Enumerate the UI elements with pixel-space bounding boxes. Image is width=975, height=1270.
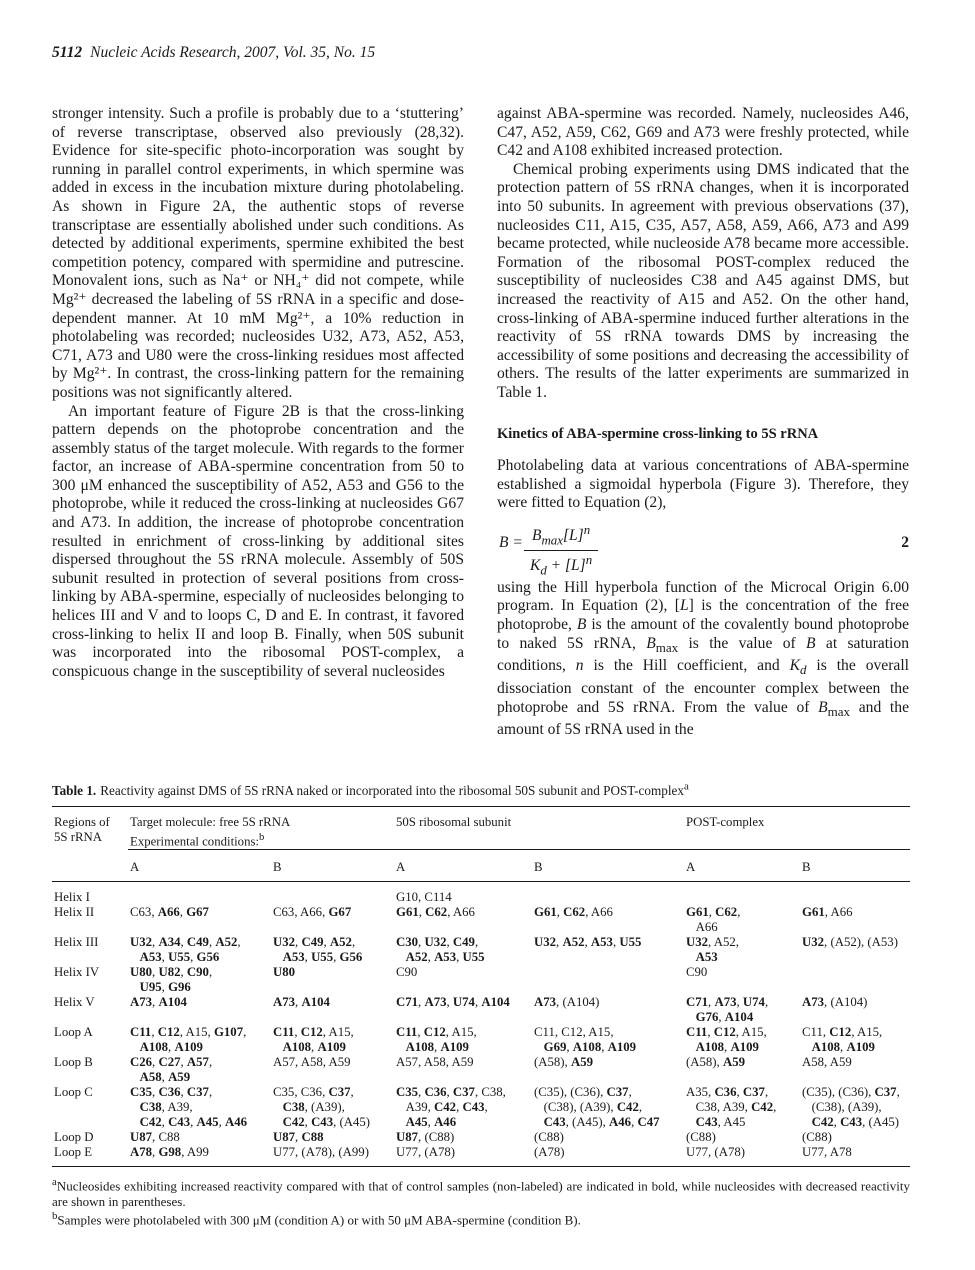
table-cell (532, 965, 684, 995)
header-target: Target molecule: free 5S rRNA Experimental conditions:$^b$ (128, 807, 394, 850)
table-cell: C11, C12, A15, A108, A109 (686, 1025, 767, 1055)
right-paragraph-1: against ABA-spermine was recorded. Namely, nucleosides A46, C47, A52, A59, C62, G69 and A73 were freshly protected, while C42 and A108 exhibited increased protection. (497, 105, 909, 160)
row-region: Loop C (54, 1085, 93, 1100)
table-cell: U80 (273, 965, 296, 980)
subheader-b: B (532, 850, 684, 882)
row-region: Helix V (54, 995, 95, 1010)
left-column (52, 105, 464, 681)
table-cell: (A58), A59 (534, 1055, 594, 1070)
subheader-b: B (800, 850, 910, 882)
table-cell: C71, A73, U74, A104 (396, 995, 510, 1010)
table-cell: C90 (686, 965, 708, 980)
table-cell: C90 (396, 965, 418, 980)
running-header (52, 44, 375, 62)
table-cell: C30, U32, C49, A52, A53, U55 (396, 935, 485, 965)
subheader-b: B (271, 850, 394, 882)
table-cell: C11, C12, A15, A108, A109 (802, 1025, 883, 1055)
hill-equation (497, 519, 909, 577)
table-cell: U80, U82, C90, U95, G96 (130, 965, 213, 995)
table-row (52, 905, 910, 935)
row-region: Helix I (54, 890, 90, 905)
table-cell: U32, C49, A52, A53, U55, G56 (273, 935, 363, 965)
table-cell: U32, (A52), (A53) (802, 935, 898, 950)
subheader-a: A (394, 850, 532, 882)
table-cell: U87, C88 (130, 1130, 180, 1145)
right-paragraph-2: Chemical probing experiments using DMS indicated that the protection pattern of 5S rRNA changes, when it is incorporated into 50 subunits. In agreement with previous observations (37), nucleosides C11, A15, C35, A57, A58, A59, A66, A73 and A99 became protected, while nucleoside A78 became more accessible. Formation of the ribosomal POST-complex reduced the susceptibility of nucleosides C38 and A45 against DMS, but increased the reactivity of A15 and A52. On the other hand, cross-linking of ABA-spermine induced further alterations in the reactivity of 5S rRNA towards DMS by increasing the accessibility of some positions and decreasing the accessibility of others. The results of the latter experiments are summarized in Table 1. (497, 160, 909, 401)
table-cell: U77, A78 (800, 1145, 910, 1167)
table-caption-text: Reactivity against DMS of 5S rRNA naked or incorporated into the ribosomal 50S subunit and POST-complex$^a$ (100, 781, 689, 799)
row-region: Helix III (54, 935, 99, 950)
row-region: Helix IV (54, 965, 100, 980)
table-cell: A73, A104 (130, 995, 187, 1010)
row-region: Loop B (54, 1055, 93, 1070)
footnote-b: $^b$Samples were photolabeled with 300 μM (condition A) or with 50 μM ABA-spermine (condition B). (52, 1210, 581, 1228)
table-cell: (C88) (686, 1130, 716, 1145)
table-cell: C26, C27, A57, A58, A59 (130, 1055, 213, 1085)
subheader-a: A (684, 850, 800, 882)
equation-lhs: B = (499, 533, 523, 551)
table-cell: C11, C12, A15, A108, A109 (396, 1025, 477, 1055)
header-50s: 50S ribosomal subunit (394, 807, 684, 850)
table-cell: C63, A66, G67 (273, 905, 352, 920)
left-paragraph-2: An important feature of Figure 2B is that the cross-linking pattern depends on the photoprobe concentration and the assembly status of the target molecule. With regards to the former factor, an increase of ABA-spermine concentration from 50 to 300 μM enhanced the susceptibility of A52, A53 and G56 to the photoprobe, while it reduced the cross-linking at nucleosides G67 and A73. In addition, the increase of photoprobe concentration resulted in enrichment of cross-linking by additional sites dispersed throughout the 5S rRNA molecule. Assembly of 50S subunit resulted in protection of several positions from cross-linking by ABA-spermine, especially of nucleosides belonging to helices III and V and to loops C, D and E. In contrast, it favored cross-linking to helix II and loop B. Finally, when 50S subunit was incorporated into the ribosomal POST-complex, a conspicuous change in the susceptibility of several nucleosides (52, 402, 464, 680)
table-cell: A73, (A104) (802, 995, 868, 1010)
table-cell: C71, A73, U74, G76, A104 (686, 995, 769, 1025)
subheader-a: A (128, 850, 271, 882)
table-footnotes (52, 1175, 910, 1228)
table-cell: U77, (A78), (A99) (271, 1145, 394, 1167)
equation-number: 2 (901, 533, 909, 551)
header-regions: Regions of 5S rRNA (52, 807, 128, 850)
table-cell: G61, A66 (802, 905, 853, 920)
table-cell: A73, A104 (273, 995, 330, 1010)
footnote-a: $^a$Nucleosides exhibiting increased reactivity compared with that of control samples (non-labeled) are indicated in bold, while nucleosides with decreased reactivity are shown in parentheses. (52, 1176, 910, 1209)
page-number: 5112 (52, 44, 83, 61)
row-region: Loop D (54, 1130, 94, 1145)
journal-citation: Nucleic Acids Research, 2007, Vol. 35, No. 15 (90, 44, 376, 61)
table-cell: G10, C114 (396, 890, 452, 905)
row-region: Loop A (54, 1025, 93, 1040)
right-paragraph-4: using the Hill hyperbola function of the Microcal Origin 6.00 program. In Equation (2), [L] is the concentration of the free photoprobe, B is the amount of the covalently bound photoprobe to naked 5S rRNA, $B_{max}$ is the value of B at saturation conditions, n is the Hill coefficient, and $K_d$ is the overall dissociation constant of the encounter complex between the photoprobe and 5S rRNA. From the value of $B_{max}$ and the amount of 5S rRNA used in the (497, 578, 909, 739)
table-cell: (C88) (534, 1130, 564, 1145)
table-cell: U87, (C88) (396, 1130, 455, 1145)
table-cell: (C35), (C36), C37, (C38), (A39), C42, C43, (A45), A46, C47 (534, 1085, 660, 1130)
table-cell: A35, C36, C37, C38, A39, C42, C43, A45 (686, 1085, 777, 1130)
equation-numerator: $B_{max}[L]^n$ (524, 521, 598, 551)
table-row (52, 1130, 910, 1145)
row-region: Loop E (52, 1145, 128, 1167)
table-cell (800, 890, 910, 905)
table-cell: C35, C36, C37, C38, (A39), C42, C43, (A45) (273, 1085, 371, 1130)
table-cell (532, 890, 684, 905)
table-cell: (A58), A59 (686, 1055, 746, 1070)
table-cell: U32, A52, A53 (686, 935, 739, 965)
table-row (52, 1025, 910, 1055)
table-cell: A78, G98, A99 (128, 1145, 271, 1167)
table-cell: C11, C12, A15, G107, A108, A109 (130, 1025, 247, 1055)
table-cell (271, 890, 394, 905)
table-row (52, 890, 910, 905)
row-region: Helix II (54, 905, 95, 920)
table-cell: U32, A34, C49, A52, A53, U55, G56 (130, 935, 241, 965)
left-paragraph-1: stronger intensity. Such a profile is probably due to a ‘stuttering’ of reverse transcriptase, observed also previously (28,32). Evidence for site-specific photo-incorporation was sought by running in parallel control experiments, in which spermine was added in excess in the incubation mixture during photolabeling. As shown in Figure 2A, the authentic stops of reverse transcriptase are essentially abolished under such conditions. As detected by additional experiments, spermine exhibited the best competition potency, compared with spermidine and putrescine. Monovalent ions, such as Na⁺ or NH₄⁺ did not compete, while Mg²⁺ decreased the labeling of 5S rRNA in a specific and dose-dependent manner. At 10 mM Mg²⁺, a 10% reduction in photolabeling was recorded; nucleosides U32, A73, A52, A53, C71, A73 and U80 were the cross-linking residues most affected by Mg²⁺. In contrast, the cross-linking pattern for the remaining positions was not significantly altered. (52, 105, 464, 401)
table-cell (684, 890, 800, 905)
table-row (52, 965, 910, 995)
table-cell: G61, C62, A66 (534, 905, 613, 920)
table-cell: U32, A52, A53, U55 (534, 935, 642, 950)
table-cell: G61, C62, A66 (396, 905, 475, 920)
right-paragraph-3: Photolabeling data at various concentrations of ABA-spermine established a sigmoidal hyperbola (Figure 3). Therefore, they were fitted to Equation (2), (497, 457, 909, 512)
table-row (52, 935, 910, 965)
table-cell: (C35), (C36), C37, (C38), (A39), C42, C43, (A45) (802, 1085, 900, 1130)
table-cell: G61, C62, A66 (686, 905, 741, 935)
table-cell: U87, C88 (273, 1130, 324, 1145)
table-cell: C35, C36, C37, C38, A39, C42, C43, A45, A46 (396, 1085, 506, 1130)
section-heading: Kinetics of ABA-spermine cross-linking to 5S rRNA (497, 425, 819, 442)
table-row (52, 1055, 910, 1085)
table-cell (128, 890, 271, 905)
equation-denominator: $K_d + [L]^n$ (530, 551, 593, 577)
table-cell (800, 965, 910, 995)
equation-fraction (524, 521, 598, 580)
header-post: POST-complex (684, 807, 910, 850)
table-body (52, 882, 910, 1167)
table-cell: A57, A58, A59 (273, 1055, 351, 1070)
table-cell: A73, (A104) (534, 995, 600, 1010)
table-cell: C35, C36, C37, C38, A39, C42, C43, A45, A46 (130, 1085, 248, 1130)
right-column (497, 105, 909, 740)
table-cell: U77, (A78) (394, 1145, 532, 1167)
table-caption (52, 781, 922, 799)
table-caption-label: Table 1. (52, 783, 97, 799)
table-cell: U77, (A78) (684, 1145, 800, 1167)
table-cell: C63, A66, G67 (130, 905, 209, 920)
reactivity-table (52, 806, 910, 1167)
table-cell: A57, A58, A59 (396, 1055, 474, 1070)
table-cell: (A78) (532, 1145, 684, 1167)
table-cell: A58, A59 (802, 1055, 852, 1070)
table-row (52, 1145, 910, 1167)
table-row (52, 995, 910, 1025)
table-row (52, 1085, 910, 1130)
table-cell: C11, C12, A15, A108, A109 (273, 1025, 354, 1055)
table-cell: C11, C12, A15, G69, A108, A109 (534, 1025, 637, 1055)
table-cell: (C88) (802, 1130, 832, 1145)
